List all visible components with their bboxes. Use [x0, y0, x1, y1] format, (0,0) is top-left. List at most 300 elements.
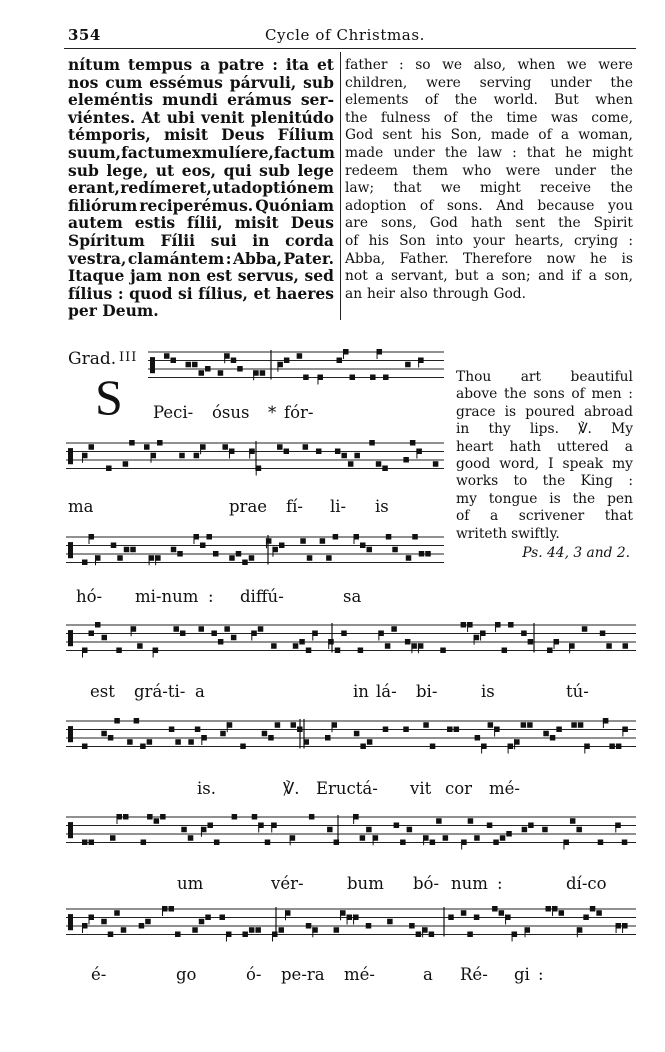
lyric-syllable: ma: [68, 497, 94, 516]
neume: [596, 910, 602, 916]
neume: [326, 555, 332, 561]
lyric-syllable: prae: [229, 497, 268, 516]
word: non: [167, 266, 201, 286]
lyric-syllable: num: [451, 874, 488, 893]
word: :: [628, 473, 633, 490]
word: servus,: [237, 266, 299, 286]
word: factum: [121, 142, 183, 162]
word: in: [252, 230, 270, 250]
text-line: [456, 369, 633, 386]
neume: [218, 370, 224, 376]
neume: [392, 547, 398, 553]
neume: [219, 915, 225, 921]
text-line: [345, 180, 633, 198]
neume: [181, 827, 187, 833]
neume: [360, 744, 366, 750]
gradual-translation: [456, 369, 633, 543]
neume: [300, 538, 306, 544]
word: :: [225, 248, 232, 268]
neume: [147, 739, 153, 745]
word: estis: [134, 213, 176, 233]
text-line: [456, 404, 633, 421]
word: Deum.: [102, 301, 159, 321]
neume: [249, 927, 255, 933]
neume: [231, 635, 237, 641]
neume: [147, 814, 153, 820]
text-line: [456, 526, 633, 543]
neume: [130, 547, 136, 553]
word: scrivener: [518, 508, 585, 525]
chant-staff: [66, 907, 636, 937]
neume: [590, 906, 596, 912]
neume: [430, 744, 436, 750]
chant-staff: [148, 350, 444, 380]
neume: [224, 626, 230, 632]
text-line: [345, 127, 633, 145]
lyric-syllable: mé-: [489, 779, 520, 798]
word: témporis,: [68, 125, 151, 145]
word: And: [496, 197, 524, 214]
lyric-syllable: in: [353, 682, 369, 701]
word: Father.: [399, 250, 449, 267]
neume: [406, 555, 412, 561]
header-rule: [64, 48, 636, 49]
neume: [114, 910, 120, 916]
word: nos: [68, 72, 99, 92]
neume: [205, 366, 211, 372]
neume: [383, 375, 389, 381]
chant-staff: [66, 535, 444, 565]
neume: [348, 461, 354, 467]
neume: [89, 631, 95, 637]
text-line: [345, 215, 633, 233]
neume: [229, 555, 235, 561]
neume: [180, 631, 186, 637]
word: sons: [533, 386, 565, 403]
neume: [121, 927, 127, 933]
neume: [110, 835, 116, 841]
neume: [350, 375, 356, 381]
word: the: [542, 473, 566, 490]
neume: [199, 370, 205, 376]
neume: [527, 722, 533, 728]
neume: [291, 722, 297, 728]
neume: [400, 840, 406, 846]
lyric-syllable: a: [423, 965, 433, 984]
neume: [134, 718, 140, 724]
text-line: [68, 125, 334, 143]
neume: [240, 744, 246, 750]
word: Son: [399, 232, 426, 249]
neume: [160, 814, 166, 820]
word: of: [538, 127, 552, 144]
word: jam: [130, 266, 163, 286]
word: world.: [493, 92, 538, 109]
word: plenitúdo: [250, 107, 334, 127]
clef: [68, 448, 73, 464]
word: Deus: [221, 125, 265, 145]
neume: [366, 923, 372, 929]
word: a: [624, 438, 633, 455]
word: reciperémus.: [139, 195, 254, 215]
word: Spirit: [593, 215, 633, 232]
neume: [369, 440, 375, 446]
word: word,: [499, 455, 540, 472]
neume: [433, 461, 439, 467]
lyric-syllable: bó-: [413, 874, 440, 893]
word: son;: [501, 268, 531, 285]
neume: [425, 551, 431, 557]
text-line: [68, 249, 334, 267]
word: fílii,: [187, 213, 223, 233]
chant-staff: [66, 441, 444, 471]
word: corda: [285, 230, 334, 250]
neume: [211, 631, 217, 637]
neume: [391, 626, 397, 632]
neume: [192, 362, 198, 368]
lyric-syllable: tú-: [566, 682, 589, 701]
word: ex: [182, 142, 202, 162]
word: haeres: [276, 283, 334, 303]
initial-letter: S: [95, 369, 123, 425]
neume: [293, 643, 299, 649]
neume: [303, 444, 309, 450]
word: Thou: [456, 369, 492, 385]
neume: [622, 840, 628, 846]
word: in: [456, 421, 470, 438]
word: poured: [525, 403, 575, 420]
text-line: [345, 268, 633, 286]
word: :: [628, 232, 633, 249]
neume: [262, 731, 268, 737]
word: quod: [129, 283, 173, 303]
lyric-syllable: lá-: [376, 682, 397, 701]
word: the: [444, 144, 468, 161]
word: who: [462, 162, 492, 179]
neume: [171, 358, 177, 364]
neume: [82, 560, 88, 566]
word: were: [426, 74, 461, 91]
neume: [89, 840, 95, 846]
lyric-syllable: is: [375, 497, 389, 516]
word: your: [473, 232, 505, 249]
word: servant,: [390, 268, 448, 285]
neume: [448, 915, 454, 921]
neume: [299, 639, 305, 645]
word: Deus: [290, 213, 334, 233]
lyric-syllable: diffú-: [240, 587, 284, 606]
word: time: [506, 109, 538, 126]
word: children,: [345, 74, 408, 91]
neume: [205, 915, 211, 921]
neume: [279, 543, 285, 549]
neume: [543, 731, 549, 737]
neume: [177, 551, 183, 557]
neume: [474, 915, 480, 921]
neume: [144, 444, 150, 450]
word: a: [200, 55, 211, 74]
neume: [222, 444, 228, 450]
word: might: [480, 180, 521, 197]
word: is: [621, 250, 633, 267]
word: abroad: [583, 403, 633, 420]
neume: [360, 543, 366, 549]
neume: [502, 648, 508, 654]
word: a: [560, 127, 570, 144]
gradual-label: Grad.: [68, 349, 117, 369]
neume: [423, 722, 429, 728]
word: :: [272, 55, 278, 74]
neume: [335, 449, 341, 455]
neume: [284, 358, 290, 364]
word: son,: [604, 268, 633, 285]
word: Fílii: [160, 230, 196, 250]
word: because: [537, 197, 595, 214]
clef: [150, 357, 155, 373]
neume: [366, 827, 372, 833]
word: of: [571, 386, 585, 403]
word: is: [504, 403, 517, 420]
lyric-syllable: hó-: [76, 587, 103, 606]
neume: [207, 823, 213, 829]
word: father: [345, 57, 388, 73]
neume: [206, 534, 212, 540]
neume: [546, 906, 552, 912]
word: a: [588, 268, 597, 285]
word: essémus: [149, 72, 223, 92]
neume: [354, 731, 360, 737]
neume: [550, 735, 556, 741]
text-line: [345, 163, 633, 181]
neume: [82, 744, 88, 750]
word: Pater.: [283, 248, 334, 268]
neume: [199, 626, 205, 632]
column-divider: [340, 52, 341, 320]
mode-numeral: III: [119, 350, 138, 365]
word: law;: [345, 180, 375, 197]
word: lege: [297, 160, 334, 180]
word: come,: [591, 109, 633, 126]
neume: [188, 835, 194, 841]
word: Son,: [450, 127, 482, 144]
psalm-reference: Ps. 44, 3 and 2.: [522, 545, 630, 561]
neume: [606, 643, 612, 649]
word: per: [68, 301, 97, 321]
lyric-syllable: :: [497, 874, 503, 893]
word: receive: [540, 180, 592, 197]
lyric-syllable: :: [208, 587, 214, 606]
word: serving: [479, 74, 532, 91]
text-line: [345, 233, 633, 251]
neume: [82, 840, 88, 846]
word: when: [517, 57, 556, 73]
neume: [108, 932, 114, 938]
word: sub: [303, 72, 334, 92]
word: elements: [345, 92, 409, 109]
word: viéntes.: [68, 107, 136, 127]
neume: [199, 919, 205, 925]
neume: [508, 622, 514, 628]
neume: [493, 840, 499, 846]
neume: [214, 840, 220, 846]
neume: [447, 727, 453, 733]
neume: [325, 735, 331, 741]
neume: [440, 648, 446, 654]
neume: [334, 927, 340, 933]
neume: [101, 731, 107, 737]
word: writeth: [456, 525, 507, 542]
word: beautiful: [570, 369, 633, 385]
text-line: [68, 161, 334, 179]
neume: [358, 648, 364, 654]
running-title: Cycle of Christmas.: [264, 26, 425, 44]
text-line: [68, 143, 334, 161]
word: et: [316, 55, 334, 74]
lyric-syllable: Ré-: [460, 965, 488, 984]
neume: [405, 362, 411, 368]
word: made: [490, 127, 530, 144]
neume: [101, 919, 107, 925]
word: we: [440, 180, 461, 197]
neume: [255, 927, 260, 933]
word: the: [504, 386, 527, 403]
neume: [407, 827, 413, 833]
text-line: [68, 301, 334, 319]
neume: [194, 453, 200, 459]
word: to: [513, 473, 528, 490]
text-line: [345, 57, 633, 75]
word: ubi: [166, 107, 195, 127]
neume: [260, 370, 266, 376]
neume: [571, 722, 577, 728]
neume: [95, 622, 101, 628]
neume: [542, 827, 548, 833]
neume: [306, 648, 312, 654]
neume: [522, 827, 528, 833]
word: ut: [212, 178, 231, 198]
word: the: [470, 109, 494, 126]
text-line: [68, 196, 334, 214]
neume: [114, 718, 120, 724]
word: good: [456, 455, 491, 472]
word: fílius: [68, 283, 113, 303]
word: :: [117, 283, 124, 303]
lyric-syllable: go: [176, 965, 197, 984]
neume: [265, 840, 271, 846]
word: si: [178, 283, 193, 303]
word: works: [456, 473, 499, 490]
text-line: [68, 55, 334, 73]
text-line: [456, 456, 633, 473]
word: redímeret,: [120, 178, 212, 198]
clef: [68, 726, 73, 742]
text-line: [345, 251, 633, 269]
neume: [307, 555, 313, 561]
page-number: 354: [68, 26, 101, 44]
lyric-syllable: fór-: [284, 403, 314, 422]
neume: [179, 453, 185, 459]
neume: [124, 547, 130, 553]
text-line: [68, 178, 334, 196]
text-line: [456, 473, 633, 490]
neume: [231, 358, 237, 364]
word: he: [590, 250, 608, 267]
text-line: [456, 491, 633, 508]
neume: [175, 932, 181, 938]
word: and: [538, 268, 565, 285]
word: crying: [573, 232, 619, 249]
word: a: [485, 268, 495, 285]
word: were: [598, 57, 633, 73]
neume: [242, 932, 248, 938]
lyric-syllable: ósus: [212, 403, 250, 422]
neume: [123, 814, 129, 820]
neume: [521, 631, 527, 637]
neume: [616, 744, 622, 750]
text-line: [345, 145, 633, 163]
neume: [169, 727, 175, 733]
text-line: [68, 108, 334, 126]
word: heart: [456, 438, 494, 455]
neume: [475, 735, 481, 741]
word: into: [435, 232, 464, 249]
word: God: [345, 127, 374, 144]
neume: [258, 626, 264, 632]
neume: [154, 818, 160, 824]
neume: [360, 835, 366, 841]
neume: [111, 543, 117, 549]
neume: [506, 831, 512, 837]
word: his: [421, 127, 442, 144]
neume: [403, 457, 409, 463]
neume: [271, 643, 277, 649]
word: qui: [223, 160, 252, 180]
word: made: [345, 144, 384, 161]
lyric-syllable: li-: [330, 497, 347, 516]
neume: [213, 551, 219, 557]
word: My: [611, 421, 633, 438]
lyric-syllable: é-: [91, 965, 107, 984]
text-line: [68, 266, 334, 284]
word: hath: [470, 215, 503, 232]
word: erámus: [227, 90, 292, 110]
lyric-syllable: mi-num: [135, 587, 199, 606]
neume: [410, 440, 416, 446]
lyric-syllable: ó-: [246, 965, 262, 984]
word: hath: [509, 438, 541, 455]
word: now: [546, 250, 576, 267]
word: :: [399, 57, 404, 73]
word: clamántem: [127, 248, 225, 268]
word: are: [345, 215, 368, 232]
word: my: [612, 455, 633, 472]
neume: [521, 722, 527, 728]
word: misit: [163, 125, 209, 145]
clef: [68, 630, 73, 646]
word: ita: [285, 55, 309, 74]
neume: [367, 739, 373, 745]
lyric-syllable: um: [177, 874, 204, 893]
word: Therefore: [462, 250, 533, 267]
lyric-syllable: a: [195, 682, 205, 701]
neume: [188, 739, 194, 745]
word: a: [375, 268, 384, 285]
word: sed: [304, 266, 334, 286]
neume: [416, 932, 422, 938]
neume: [242, 560, 248, 566]
word: thy: [488, 421, 511, 438]
neume: [443, 835, 449, 841]
